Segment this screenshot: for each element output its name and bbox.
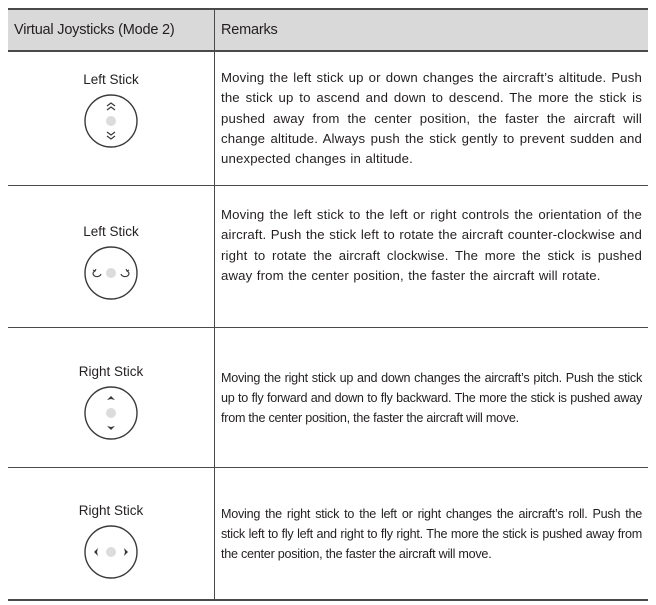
- joystick-up-down-arrow-icon: [83, 385, 139, 441]
- joystick-cell: [8, 328, 215, 467]
- joystick-table: [8, 8, 648, 601]
- table-row: [8, 186, 648, 328]
- table-row: [8, 468, 648, 599]
- remark-cell: [215, 468, 648, 599]
- stick-label: Right Stick: [78, 503, 144, 518]
- joystick-cell: [8, 468, 215, 599]
- remark-text: Moving the right stick up and down changes the aircraft’s pitch. Push the stick up to fly forward and down to fly backward. The more the stick is pushed away from the center position, the faster the aircraft will move.: [221, 371, 642, 425]
- joystick-cell: [8, 52, 215, 185]
- stick-label: Left Stick: [83, 72, 139, 87]
- table-header-row: [8, 10, 648, 52]
- joystick-up-down-double-chevron-icon: [83, 93, 139, 149]
- stick-label: Right Stick: [78, 364, 144, 379]
- table-row: [8, 52, 648, 186]
- remark-cell: [215, 328, 648, 467]
- remark-cell: [215, 52, 648, 185]
- remark-text: Moving the right stick to the left or right changes the aircraft’s roll. Push the stick left to fly left and right to fly right. The more the stick is pushed away from the center position, the faster the aircraft will move.: [221, 507, 642, 561]
- remark-text: Moving the left stick to the left or right controls the orientation of the aircraft. Push the stick left to rotate the aircraft counter-clockwise and right to rotate the aircraft clockwise. The more the stick is pushed away from the center position, the faster the aircraft will rotate.: [221, 207, 642, 283]
- joystick-left-right-arrow-icon: [83, 524, 139, 580]
- header-virtual-joysticks: Virtual Joysticks (Mode 2): [8, 10, 215, 50]
- stick-label: Left Stick: [83, 224, 139, 239]
- table-row: [8, 328, 648, 468]
- header-remarks: Remarks: [221, 22, 278, 38]
- remark-cell: [215, 186, 648, 327]
- remark-text: Moving the left stick up or down changes the aircraft’s altitude. Push the stick up to ascend and down to descend. The more the stick is pushed away from the center position, the faster the aircraft will change altitude. Always push the stick gently to prevent sudden and unexpected changes in altitude.: [221, 70, 642, 167]
- joystick-rotate-left-right-icon: [83, 245, 139, 301]
- joystick-cell: [8, 186, 215, 327]
